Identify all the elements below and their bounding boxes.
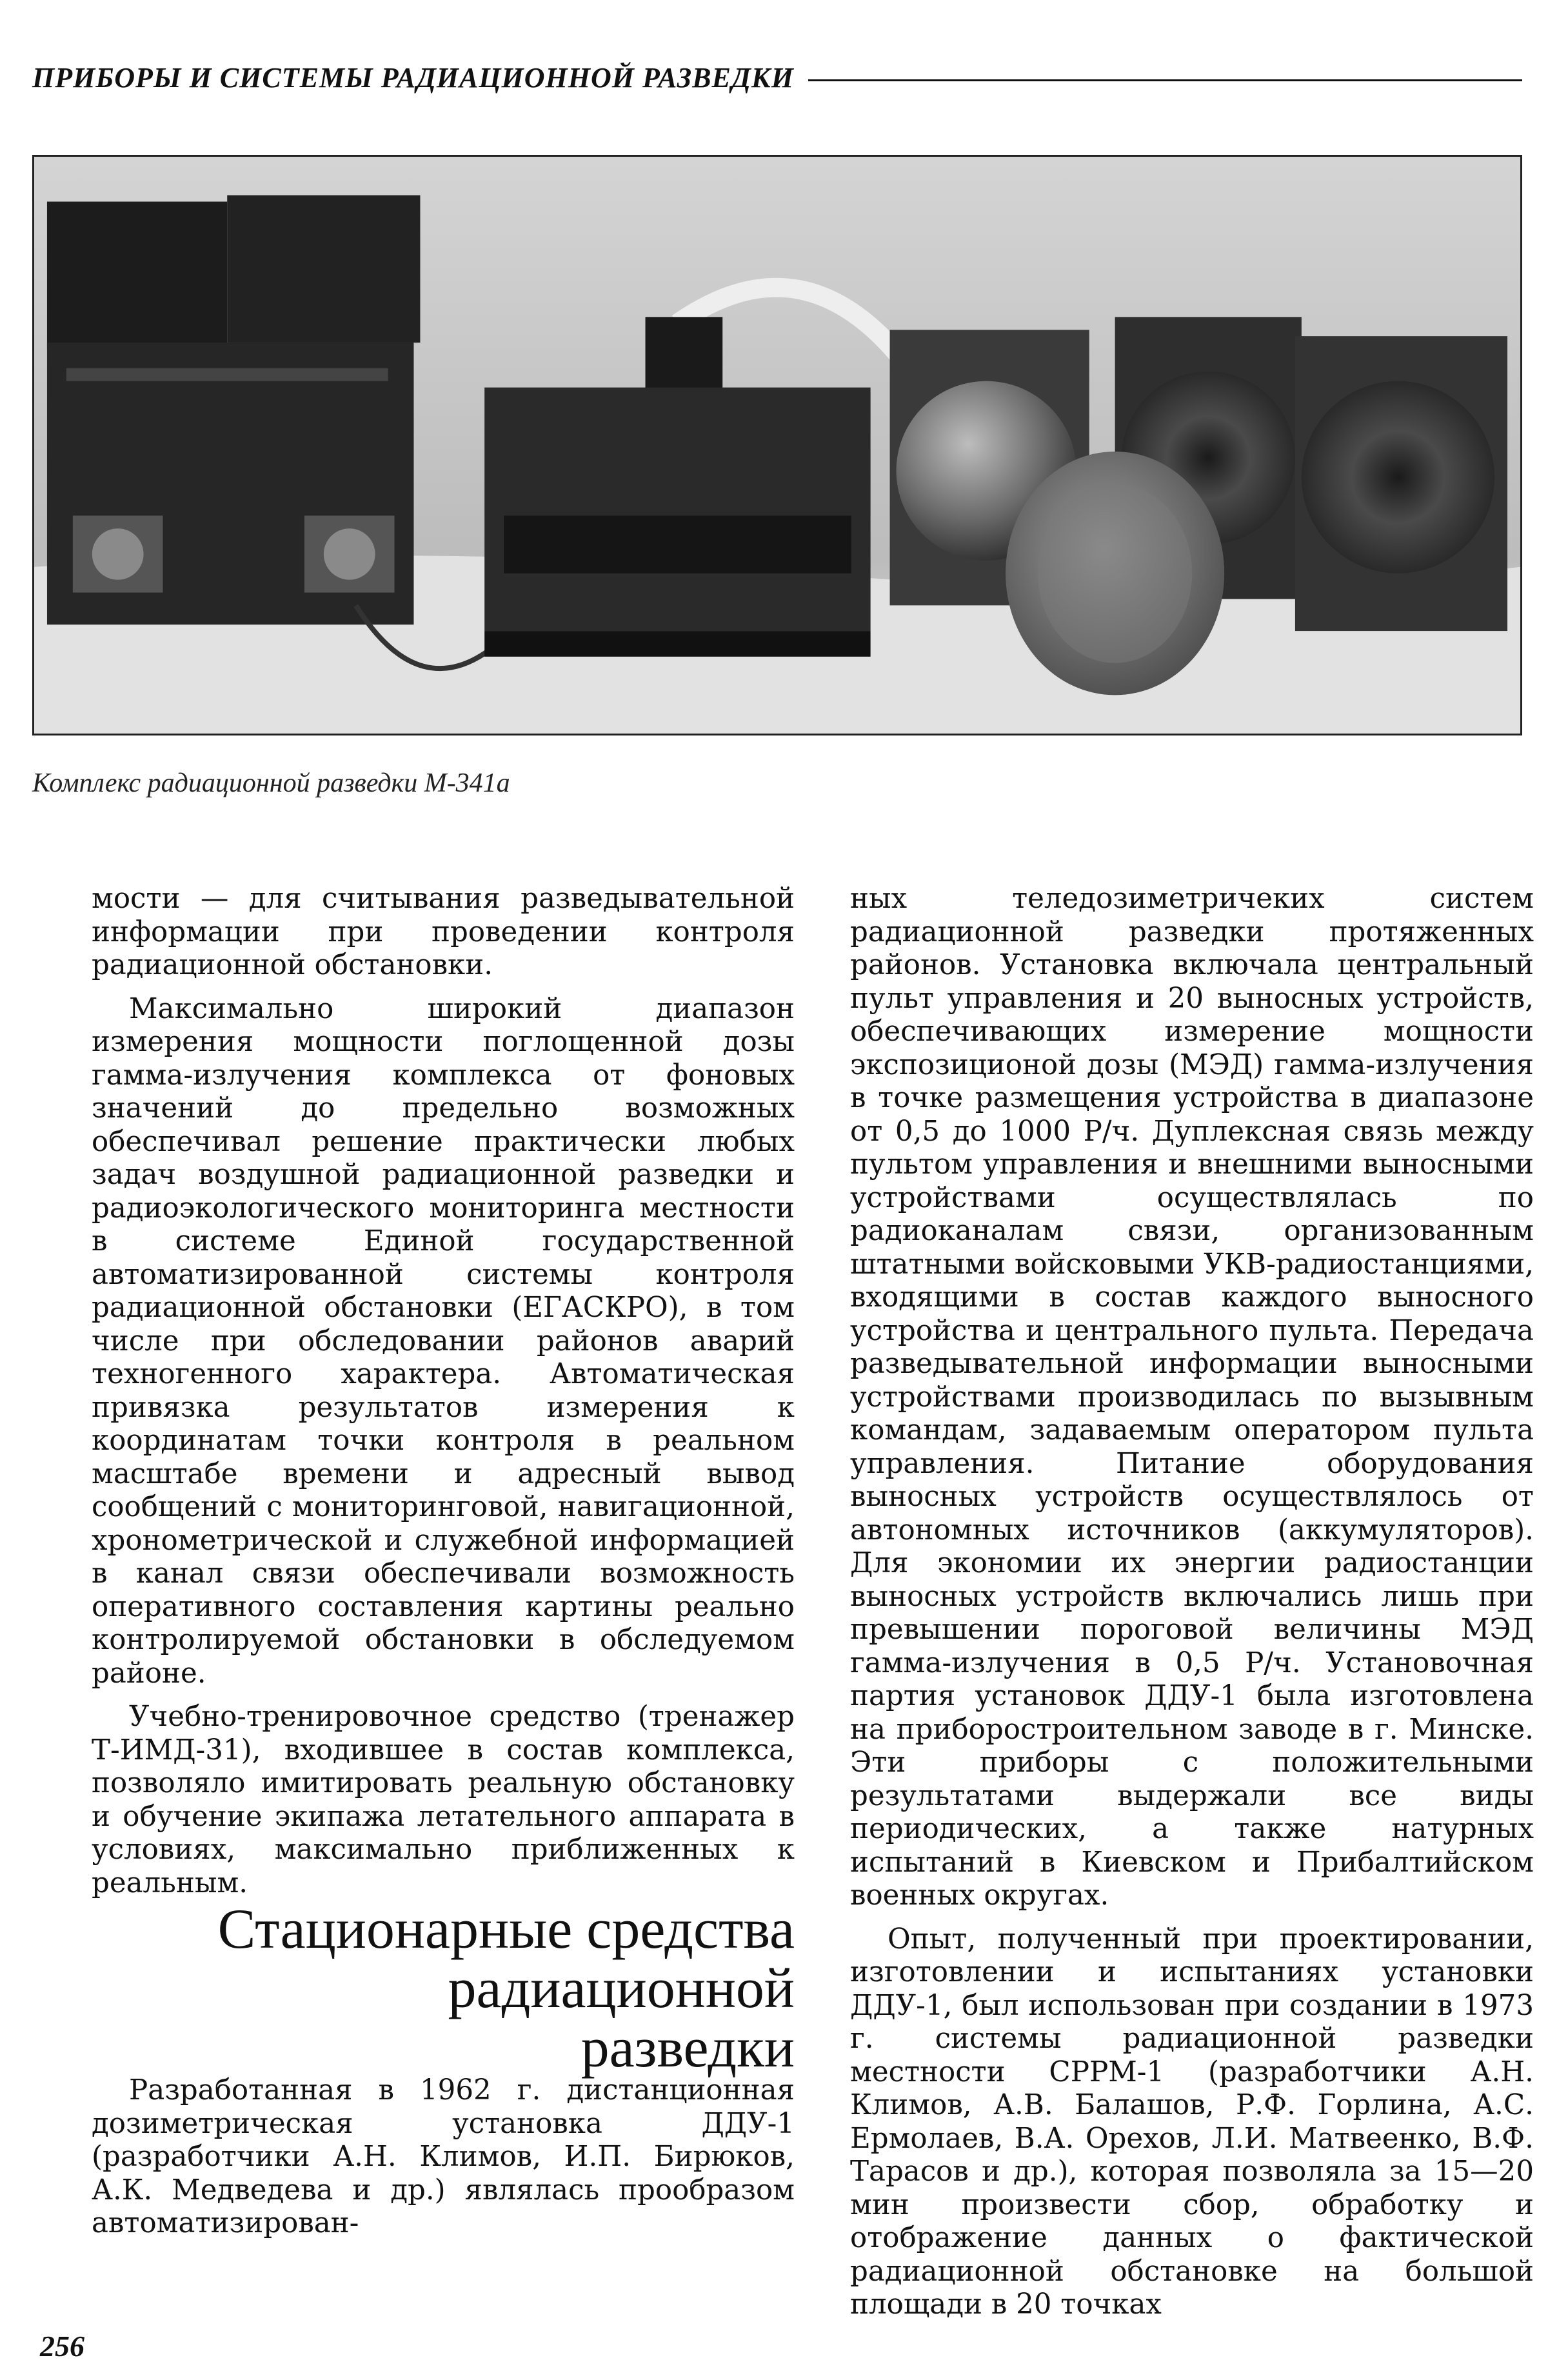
right-column bbox=[850, 883, 1534, 2332]
section-heading-line-2: радиационной bbox=[448, 1957, 795, 2020]
section-heading bbox=[92, 1900, 795, 2078]
section-intro-paragraph: Разработанная в 1962 г. дистанционная дозиметрическая установка ДДУ-1 (разработчики А.Н. Климов, И.П. Бирюков, А.К. Медведева и др.) являлась прообразом автоматизирован- bbox=[92, 2074, 795, 2239]
equipment-photo bbox=[32, 155, 1522, 735]
running-header-title: ПРИБОРЫ И СИСТЕМЫ РАДИАЦИОННОЙ РАЗВЕДКИ bbox=[32, 61, 794, 94]
section-intro bbox=[92, 2074, 795, 2241]
left-paragraph-3: Учебно-тренировочное средство (тренажер Т-ИМД-31), входившее в состав комплекса, позволяло имитировать реальную обстановку и обучение экипажа летательного аппарата в условиях, максимально приближенных к реальным. bbox=[92, 1701, 795, 1899]
figure-caption: Комплекс радиационной разведки М-341а bbox=[32, 768, 510, 798]
header-rule bbox=[808, 79, 1522, 81]
section-heading-line-3: разведки bbox=[580, 2017, 795, 2079]
page-number: 256 bbox=[40, 2330, 84, 2363]
left-column bbox=[92, 883, 795, 1910]
right-paragraph-1: ных теледозиметричеких систем радиационной разведки протяженных районов. Установка включала центральный пульт управления и 20 выносных устройств, обеспечивающих измерение мощности экспозиционой дозы (МЭД) гамма-излучения в точке размещения устройства в диапазоне от 0,5 до 1000 Р/ч. Дуплексная связь между пультом управления и внешними выносными устройствами осуществлялась по радиоканалам связи, организованным штатными войсковыми УКВ-радиостанциями, входящими в состав каждого выносного устройства и центрального пульта. Передача разведывательной информации выносными устройствами производилась по вызывным командам, задаваемым оператором пульта управления. Питание оборудования выносных устройств осуществлялось от автономных источников (аккумуляторов). Для экономии их энергии радиостанции выносных устройств включались лишь при превышении пороговой величины МЭД гамма-излучения в 0,5 Р/ч. Установочная партия установок ДДУ-1 была изготовлена на приборостроительном заводе в г. Минске. Эти приборы с положительными результатами выдержали все виды периодических, а также натурных испытаний в Киевском и Прибалтийском военных округах. bbox=[850, 883, 1534, 1912]
equipment-photo-illustration bbox=[34, 157, 1520, 734]
section-heading-line-1: Стационарные средства bbox=[217, 1898, 795, 1961]
left-paragraph-1: мости — для считывания разведывательной информации при проведении контроля радиационной обстановки. bbox=[92, 883, 795, 981]
right-paragraph-2: Опыт, полученный при проектировании, изготовлении и испытаниях установки ДДУ-1, был использован при создании в 1973 г. системы радиационной разведки местности СРРМ-1 (разработчики А.Н. Климов, А.В. Балашов, Р.Ф. Горлина, А.С. Ермолаев, В.А. Орехов, Л.И. Матвеенко, В.Ф. Тарасов и др.), которая позволяла за 15—20 мин произвести сбор, обработку и отображение данных о фактической радиационной обстановке на большой площади в 20 точках bbox=[850, 1923, 1534, 2321]
left-paragraph-2: Максимально широкий диапазон измерения мощности поглощенной дозы гамма-излучения комплекса от фоновых значений до предельно возможных обеспечивал решение практически любых задач воздушной радиационной разведки и радиоэкологического мониторинга местности в системе Единой государственной автоматизированной системы контроля радиационной обстановки (ЕГАСКРО), в том числе при обследовании районов аварий техногенного характера. Автоматическая привязка результатов измерения к координатам точки контроля в реальном масштабе времени и адресный вывод сообщений с мониторинговой, навигационной, хронометрической и служебной информацией в канал связи обеспечивали возможность оперативного составления картины реально контролируемой обстановки в обследуемом районе. bbox=[92, 992, 795, 1690]
running-header bbox=[32, 58, 1522, 97]
